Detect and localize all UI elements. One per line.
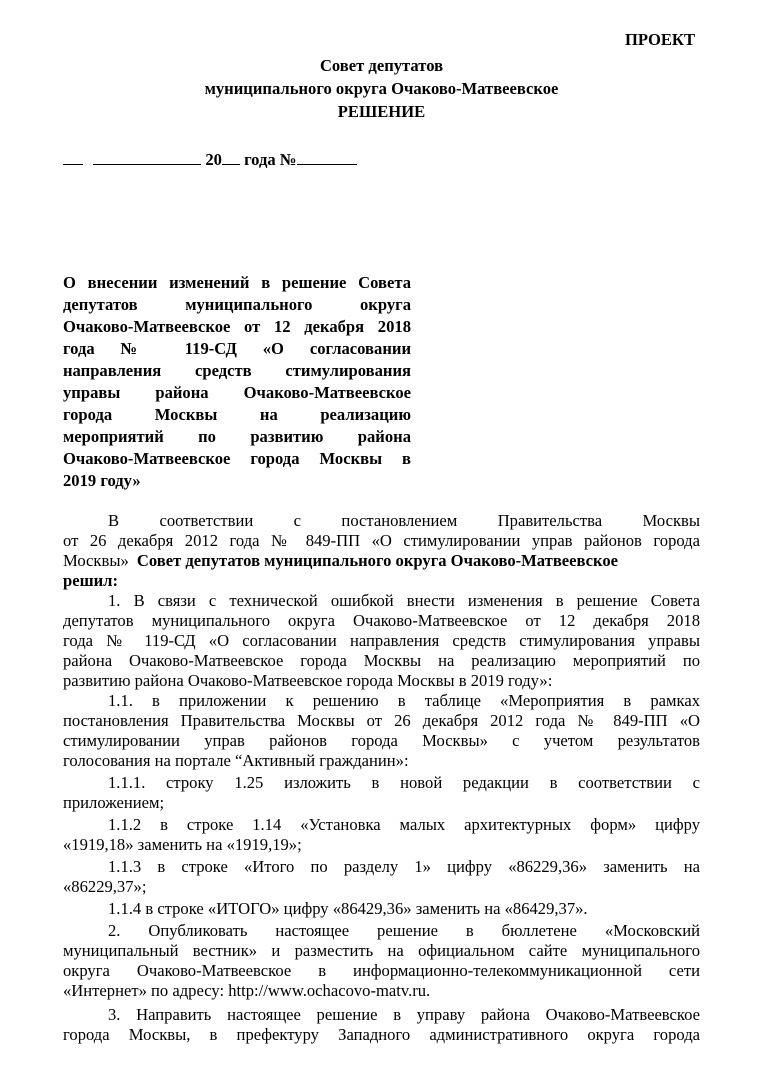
body-line: развитию района Очаково-Матвеевское города Москвы в 2019 году»: [63,671,553,690]
title-line: О внесении изменений в решение Совета [63,273,411,292]
body-line: муниципальный вестник» и разместить на официальном сайте муниципального [63,941,700,960]
district-title: муниципального округа Очаково-Матвеевское [204,79,559,98]
body-line: «86229,37»; [63,877,147,896]
year-label: 20 [205,150,222,169]
title-line: города Москвы на реализацию [63,405,411,424]
month-blank [93,150,201,165]
body-line: 1.1.1. строку 1.25 изложить в новой редакции в соответствии с [108,773,700,792]
body-line: года № 119-СД «О согласовании направления средств стимулирования управы [63,631,700,650]
draft-label: ПРОЕКТ [625,30,696,49]
title-line: направления средств стимулирования [63,361,411,380]
body-line: района Очаково-Матвеевское города Москвы на реализацию мероприятий по [63,651,700,670]
intro-text: Москвы» [63,551,129,570]
body-line: от 26 декабря 2012 года № 849-ПП «О стимулировании управ районов города [63,531,700,550]
body-line [63,551,618,571]
title-line: управы района Очаково-Матвеевское [63,383,411,402]
body-line: стимулировании управ районов города Москвы» с учетом результатов [63,731,700,750]
body-line: приложением; [63,793,165,812]
title-line: Очаково-Матвеевское от 12 декабря 2018 [63,317,411,336]
body-line: 2. Опубликовать настоящее решение в бюллетене «Московский [108,921,700,940]
number-label: года № [244,150,297,169]
title-line: Очаково-Матвеевское города Москвы в [63,449,411,468]
title-line: года № 119-СД «О согласовании [63,339,411,358]
body-line: округа Очаково-Матвеевское в информационно-телекоммуникационной сети [63,961,700,980]
body-line: 1.1.3 в строке «Итого по разделу 1» цифру «86229,36» заменить на [108,857,700,876]
body-line: «1919,18» заменить на «1919,19»; [63,835,302,854]
body-line: 1.1.2 в строке 1.14 «Установка малых архитектурных форм» цифру [108,815,700,834]
day-blank [63,150,83,165]
body-line: постановления Правительства Москвы от 26 декабря 2012 года № 849-ПП «О [63,711,700,730]
document-type: РЕШЕНИЕ [337,102,426,121]
body-line: 3. Направить настоящее решение в управу района Очаково-Матвеевское [108,1005,700,1024]
council-subject: Совет депутатов муниципального округа Очаково-Матвеевское [136,551,619,570]
body-line: «Интернет» по адресу: http://www.ochacovo-matv.ru. [63,981,431,1000]
decided-label: решил: [63,571,118,590]
number-blank [297,150,357,165]
body-line: депутатов муниципального округа Очаково-Матвеевское от 12 декабря 2018 [63,611,700,630]
title-line: 2019 году» [63,471,141,490]
date-number-line [63,150,357,170]
title-line: депутатов муниципального округа [63,295,411,314]
body-line: 1.1.4 в строке «ИТОГО» цифру «86429,36» заменить на «86429,37». [108,899,588,918]
body-line: В соответствии с постановлением Правительства Москвы [108,511,700,530]
body-line: 1. В связи с технической ошибкой внести изменения в решение Совета [108,591,700,610]
council-title: Совет депутатов [319,56,444,75]
body-line: голосования на портале “Активный гражданин»: [63,751,409,770]
title-line: мероприятий по развитию района [63,427,411,446]
year-blank [222,150,240,165]
body-line: города Москвы, в префектуру Западного административного округа города [63,1025,700,1044]
body-line: 1.1. в приложении к решению в таблице «Мероприятия в рамках [108,691,700,710]
